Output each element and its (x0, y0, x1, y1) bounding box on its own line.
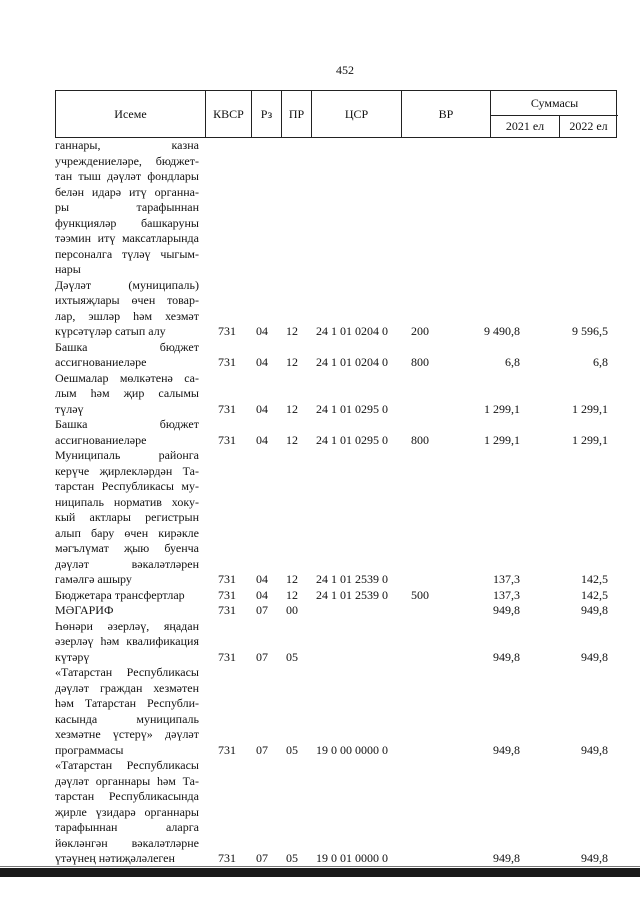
row-name-line: тарафыннан аларга (55, 820, 199, 834)
cell-rz: 04 (256, 572, 268, 586)
cell-v2021: 9 490,8 (484, 324, 520, 338)
cell-v2022: 9 596,5 (572, 324, 608, 338)
row-name (0, 603, 640, 619)
cell-v2021: 949,8 (493, 603, 520, 617)
table-row (0, 603, 640, 619)
row-name-line: һәм Татарстан Республи- (55, 696, 199, 710)
row-name-line: Һөнәри әзерләү, яңадан (55, 618, 199, 633)
col-csr-header: ЦСР (312, 91, 402, 137)
cell-csr: 24 1 01 0295 0 (316, 432, 388, 447)
cell-vr: 200 (411, 324, 429, 338)
cell-kvsr: 731 (218, 401, 236, 416)
row-name-line: алып бару өчен кирәкле (55, 525, 199, 540)
cell-v2021: 137,3 (493, 587, 520, 602)
row-name-line: «Татарстан Республикасы (55, 665, 199, 679)
row-name-line: дәүләт органнары һәм Та- (55, 773, 199, 788)
cell-pr: 12 (286, 401, 298, 416)
row-name-line: Башка бюджет (55, 417, 199, 431)
cell-rz: 04 (256, 432, 268, 447)
row-name-line: нары (55, 262, 81, 276)
cell-v2021: 1 299,1 (484, 401, 520, 416)
cell-pr: 00 (286, 603, 298, 617)
row-name-line: персоналга түләү чыгым- (55, 246, 199, 261)
cell-pr: 05 (286, 742, 298, 757)
row-name-line: ниципаль норматив хоку- (55, 494, 199, 509)
row-name-line: лар, эшләр һәм хезмәт (55, 308, 199, 323)
cell-kvsr: 731 (218, 355, 236, 369)
table-row (0, 371, 640, 418)
cell-v2022: 6,8 (593, 355, 608, 369)
cell-v2021: 6,8 (505, 355, 520, 369)
cell-rz: 04 (256, 355, 268, 369)
cell-kvsr: 731 (218, 851, 236, 865)
col-2021-header: 2021 ел (491, 115, 560, 137)
cell-kvsr: 731 (218, 324, 236, 338)
row-name-line: учреждениеләре, бюджет- (55, 153, 199, 168)
cell-rz: 07 (256, 851, 268, 865)
cell-v2022: 142,5 (581, 587, 608, 602)
cell-pr: 05 (286, 851, 298, 865)
cell-v2021: 137,3 (493, 572, 520, 586)
row-name-line: функцияләр башкаруны (55, 215, 199, 230)
row-name-line: «Татарстан Республикасы (55, 758, 199, 772)
table-row (0, 448, 640, 588)
row-name-line: хезмәтне үстерү» дәүләт (55, 727, 199, 741)
cell-pr: 12 (286, 572, 298, 586)
cell-kvsr: 731 (218, 587, 236, 602)
row-name-line: күтәрү (55, 649, 90, 664)
table-row (0, 417, 640, 448)
cell-csr: 19 0 01 0000 0 (316, 851, 388, 865)
cell-csr: 24 1 01 0204 0 (316, 324, 388, 338)
row-name-line: тан тыш дәүләт фондлары (55, 169, 199, 183)
cell-v2022: 142,5 (581, 572, 608, 586)
table-row (0, 665, 640, 758)
col-name-header: Исеме (56, 91, 206, 137)
row-name-line: үтәүнең нәтиҗәләлеген (55, 851, 175, 865)
row-name-line: Башка бюджет (55, 339, 199, 354)
row-name-line: тарстан Республикасында (55, 789, 199, 803)
cell-rz: 07 (256, 742, 268, 757)
row-name-line: программасы (55, 742, 124, 757)
row-name-line: ассигнованиеләре (55, 355, 147, 369)
table-header (55, 90, 617, 138)
cell-v2022: 949,8 (581, 603, 608, 617)
row-name-line: түләү (55, 401, 84, 416)
row-name-line: тарстан Республикасы му- (55, 479, 199, 493)
row-name-line: дәүләт граждан хезмәтен (55, 680, 199, 695)
col-vr-header: ВР (402, 91, 491, 137)
cell-kvsr: 731 (218, 603, 236, 617)
table-row (0, 588, 640, 604)
cell-v2021: 949,8 (493, 742, 520, 757)
cell-v2022: 1 299,1 (572, 401, 608, 416)
row-name-line: ры тарафыннан (55, 200, 199, 214)
row-name-line: җирле үзидарә органнары (55, 804, 199, 819)
cell-rz: 07 (256, 603, 268, 617)
row-name-line: кый актлары регистрын (55, 510, 199, 524)
cell-v2021: 949,8 (493, 851, 520, 865)
cell-v2022: 1 299,1 (572, 432, 608, 447)
cell-rz: 04 (256, 324, 268, 338)
row-name-line: керүче җирлекләрдән Та- (55, 463, 199, 478)
row-name (0, 619, 640, 666)
cell-v2022: 949,8 (581, 742, 608, 757)
cell-vr: 800 (411, 432, 429, 447)
scan-bottom-bar (0, 868, 640, 877)
col-sums-header (491, 91, 618, 137)
cell-v2022: 949,8 (581, 851, 608, 865)
cell-vr: 500 (411, 587, 429, 602)
table-row (0, 138, 640, 278)
cell-v2021: 949,8 (493, 649, 520, 664)
table-body (0, 138, 640, 867)
row-name-line: мәгълүмат җыю буенча (55, 541, 199, 555)
cell-kvsr: 731 (218, 742, 236, 757)
cell-rz: 07 (256, 649, 268, 664)
table-row (0, 758, 640, 867)
cell-csr: 24 1 01 2539 0 (316, 587, 388, 602)
table-row (0, 340, 640, 371)
row-name-line: ихтыяҗлары өчен товар- (55, 293, 199, 307)
row-name-line: ганнары, казна (55, 138, 199, 152)
table-row (0, 278, 640, 340)
row-name (0, 138, 640, 278)
col-kvsr-header: КВСР (206, 91, 252, 137)
row-name (0, 448, 640, 588)
cell-vr: 800 (411, 355, 429, 369)
row-name-line: Муниципаль районга (55, 448, 199, 462)
cell-pr: 12 (286, 587, 298, 602)
cell-csr: 24 1 01 0204 0 (316, 355, 388, 369)
cell-pr: 05 (286, 649, 298, 664)
row-name-line: белән идарә итү органна- (55, 184, 199, 199)
col-2022-header: 2022 ел (569, 118, 608, 133)
page-number: 452 (336, 63, 354, 77)
cell-csr: 19 0 00 0000 0 (316, 742, 388, 757)
cell-v2021: 1 299,1 (484, 432, 520, 447)
cell-rz: 04 (256, 401, 268, 416)
col-pr-header: ПР (282, 91, 312, 137)
cell-pr: 12 (286, 355, 298, 369)
cell-rz: 04 (256, 587, 268, 602)
cell-pr: 12 (286, 324, 298, 338)
row-name-line: Бюджетара трансфертлар (55, 587, 185, 602)
row-name-line: күрсәтүләр сатып алу (55, 324, 166, 338)
cell-v2022: 949,8 (581, 649, 608, 664)
row-name-line: дәүләт вәкаләтләрен (55, 556, 199, 571)
row-name-line: касында муниципаль (55, 711, 199, 726)
row-name-line: ассигнованиеләре (55, 432, 147, 447)
table-row (0, 619, 640, 666)
row-name-line: йөкләнгән вәкаләтләрне (55, 835, 199, 850)
cell-csr: 24 1 01 2539 0 (316, 572, 388, 586)
row-name-line: лым һәм җир салымы (55, 386, 199, 400)
sums-title: Суммасы (491, 91, 618, 116)
row-name-line: тәэмин итү максатларында (55, 231, 199, 245)
row-name-line: МӘГАРИФ (55, 603, 114, 617)
scan-edge-line (0, 866, 640, 867)
cell-kvsr: 731 (218, 649, 236, 664)
col-rz-header: Рз (252, 91, 282, 137)
cell-kvsr: 731 (218, 432, 236, 447)
cell-csr: 24 1 01 0295 0 (316, 401, 388, 416)
row-name-line: Оешмалар мөлкәтенә са- (55, 370, 199, 385)
row-name-line: әзерләү һәм квалификация (55, 634, 199, 648)
cell-kvsr: 731 (218, 572, 236, 586)
cell-pr: 12 (286, 432, 298, 447)
row-name-line: Дәүләт (муниципаль) (55, 277, 199, 292)
row-name-line: гамәлгә ашыру (55, 572, 132, 586)
